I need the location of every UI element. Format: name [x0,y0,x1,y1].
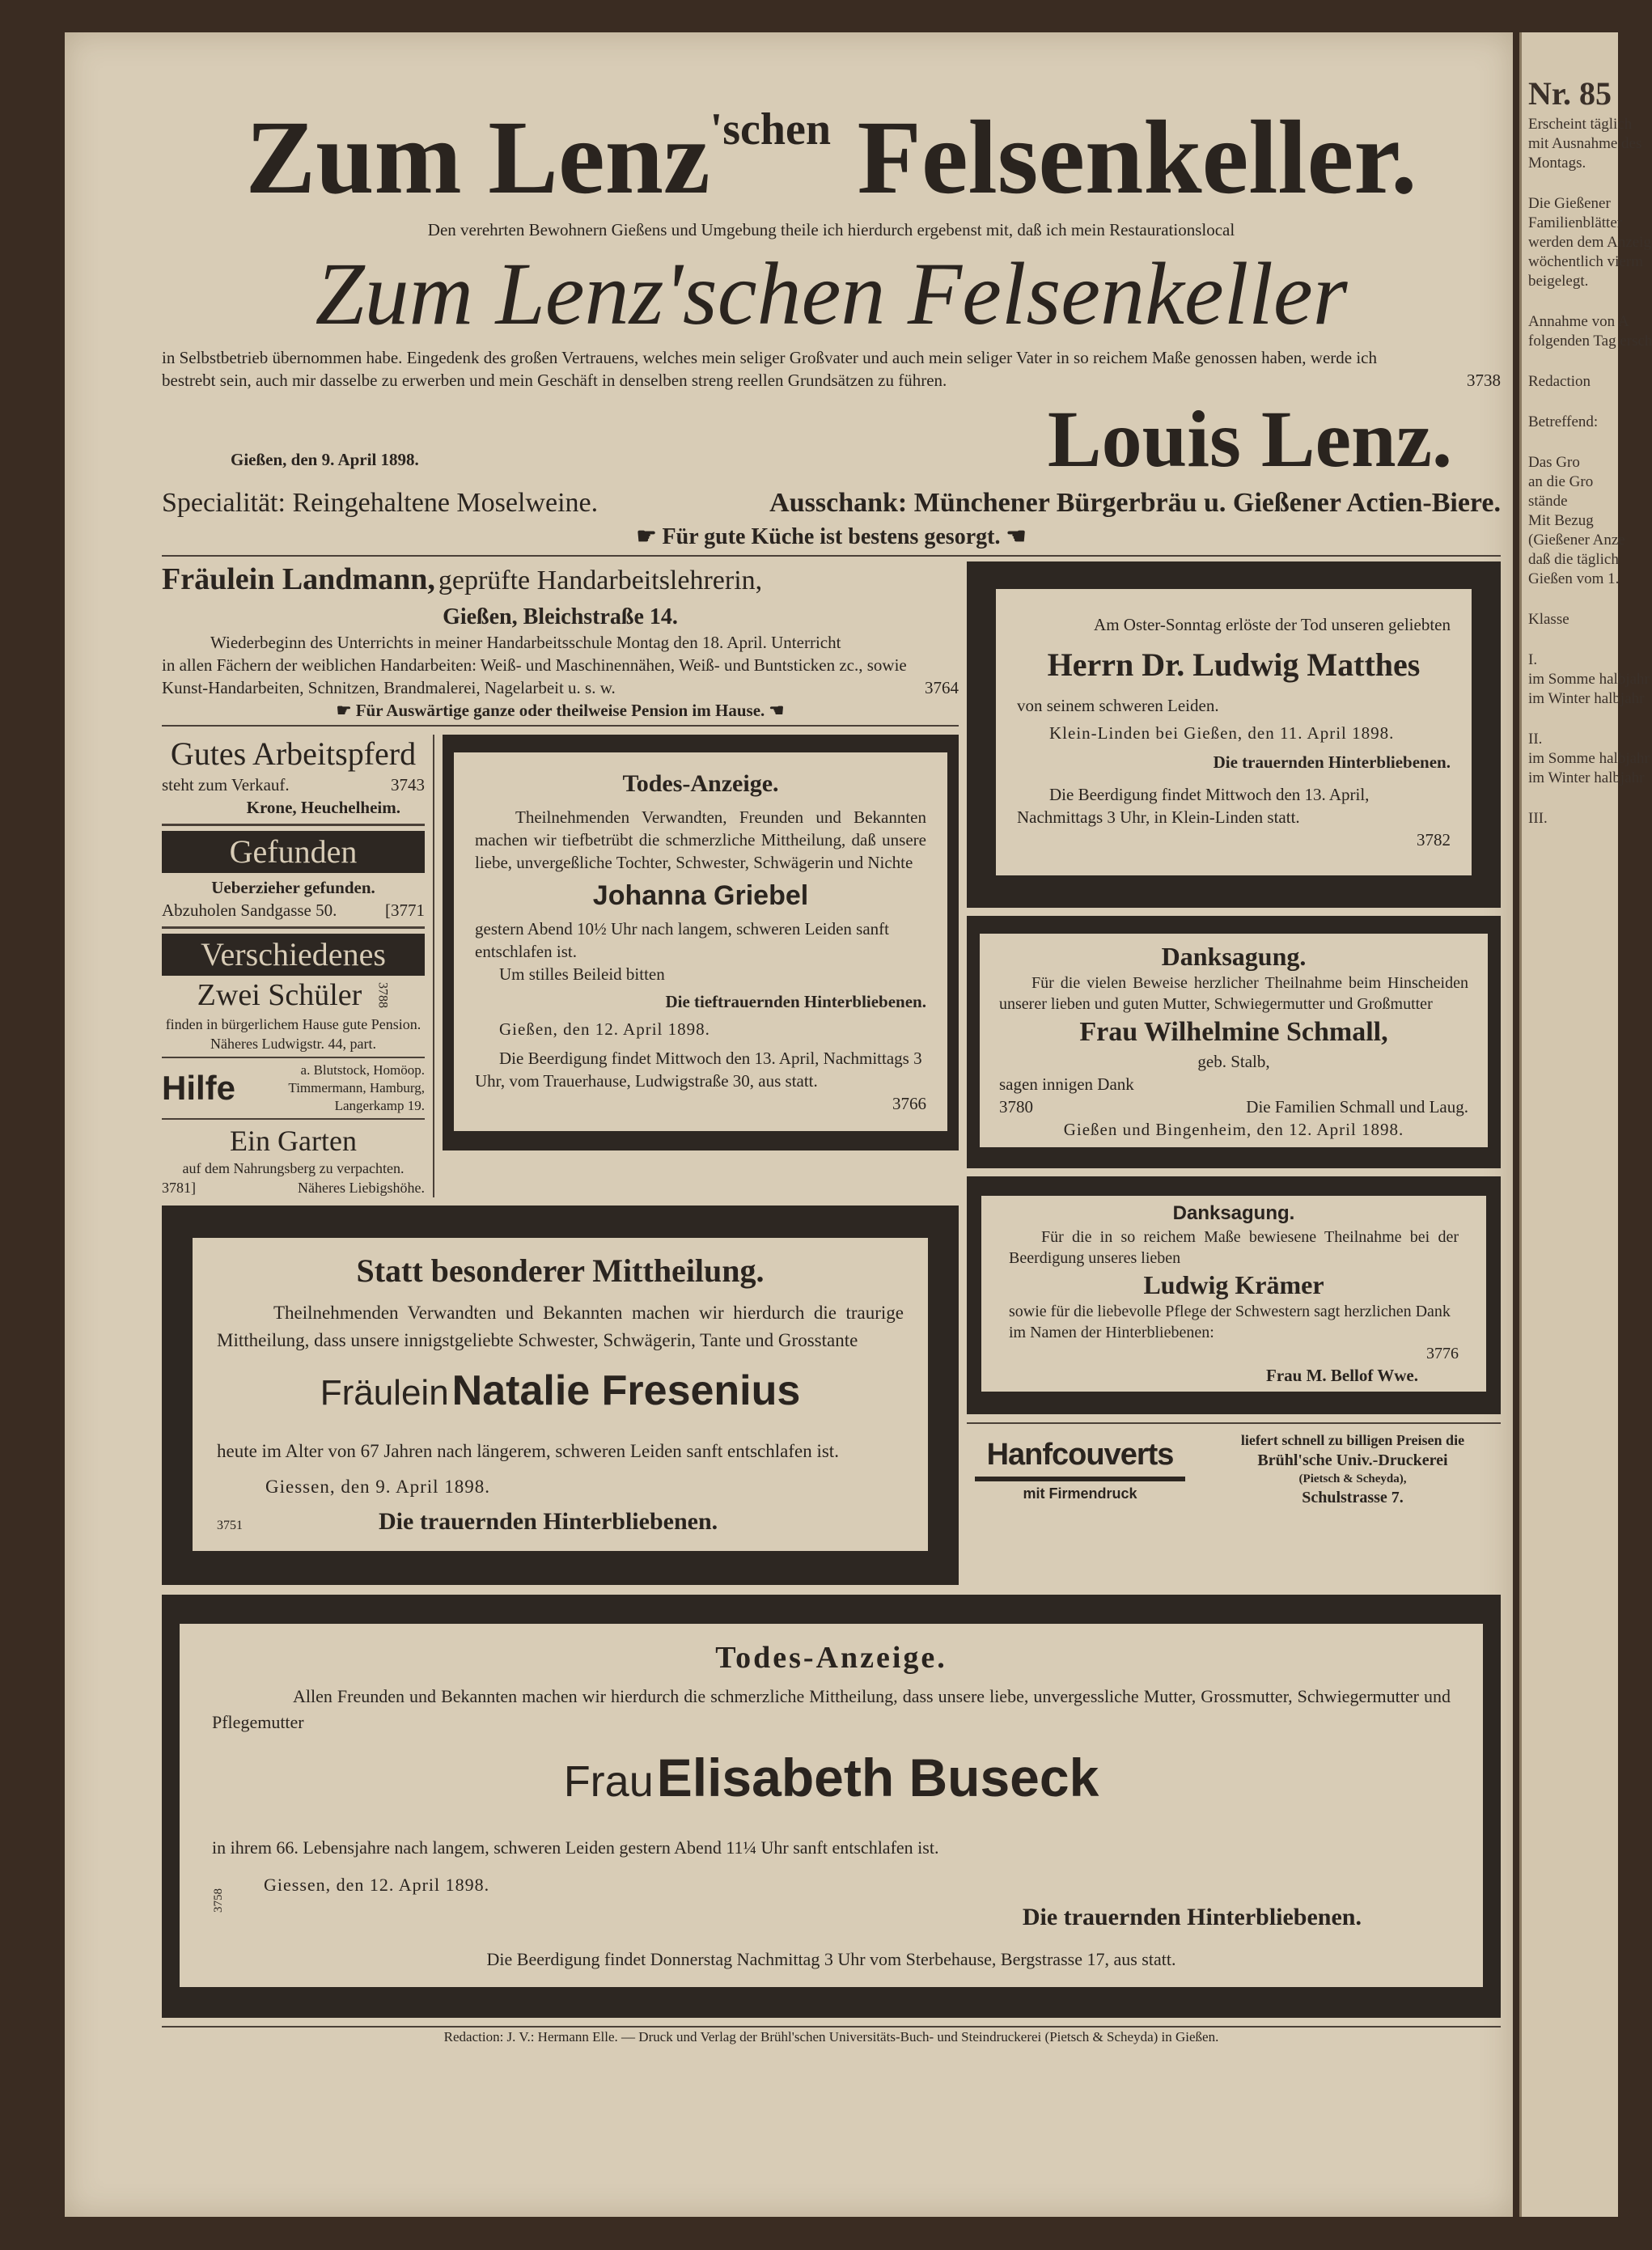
adjacent-page-line: daß die täglich [1528,551,1619,568]
adjacent-page-line: Mit Bezug [1528,512,1594,529]
found-pickup: Abzuholen Sandgasse 50. [162,900,337,920]
buseck-date: Giessen, den 12. April 1898. [264,1875,490,1895]
adjacent-page [1519,32,1652,2217]
adjacent-page-line: im Winter halbjahr [1528,690,1645,707]
ad-number: 3776 [1426,1345,1459,1362]
lenz-headline [162,97,1501,218]
kraemer-title: Danksagung. [1172,1202,1295,1224]
ad-number: 3781] [162,1180,196,1196]
found-text: Ueberzieher gefunden. [211,878,375,897]
schmall-name: Frau Wilhelmine Schmall, [1079,1017,1388,1047]
lenz-date: Gießen, den 9. April 1898. [231,450,419,469]
fresenius-text: heute im Alter von 67 Jahren nach längerem, schweren Leiden sanft entschlafen ist. [217,1441,839,1461]
buseck-name: Elisabeth Buseck [656,1748,1099,1807]
schmall-text: Für die vielen Beweise herzlicher Theilnahme beim Hinscheiden unserer lieben und guten Mutter, Schwiegermutter und Großmutter [999,974,1468,1013]
adjacent-page-line: mit Ausnahme des [1528,135,1642,152]
landmann-title: geprüfte Handarbeitslehrerin, [438,566,763,595]
help-text: a. Blutstock, Homöop. Timmermann, Hamburg, Langerkamp 19. [288,1062,425,1113]
ad-number: [3771 [385,900,425,920]
matthes-text: Am Oster-Sonntag erlöste der Tod unseren geliebten [1094,615,1451,634]
kraemer-text: sowie für die liebevolle Pflege der Schwestern sagt herzlichen Dank im Namen der Hinterbliebenen: [1009,1303,1451,1341]
matthes-mourners: Die trauernden Hinterbliebenen. [1213,752,1451,772]
matthes-date: Klein-Linden bei Gießen, den 11. April 1898. [1049,723,1395,743]
adjacent-page-line: stände [1528,493,1568,510]
matthes-notice [967,561,1501,908]
adjacent-page-line: (Gießener Anze [1528,532,1625,549]
matthes-funeral: Die Beerdigung findet Mittwoch den 13. April, Nachmittags 3 Uhr, in Klein-Linden statt. [1017,785,1370,827]
adjacent-page-line: wöchentlich vierm [1528,253,1643,270]
horse-title: Gutes Arbeitspferd [170,735,417,772]
griebel-date: Gießen, den 12. April 1898. [499,1019,710,1039]
adjacent-page-line: Annahme von A [1528,313,1629,330]
pupils-text: finden in bürgerlichem Hause gute Pension. [165,1016,421,1032]
ad-number: 3743 [391,775,425,794]
lenz-ad [162,32,1501,557]
buseck-text: in ihrem 66. Lebensjahre nach langem, schweren Leiden gestern Abend 11¼ Uhr sanft entschlafen ist. [212,1837,939,1858]
adjacent-page-line: im Somme halbjahr [1528,750,1650,767]
kraemer-text: Für die in so reichem Maße bewiesene Theilnahme bei der Beerdigung unseres lieben [1009,1228,1459,1267]
adjacent-page-line: Familienblätter [1528,214,1623,231]
matthes-text: von seinem schweren Leiden. [1017,696,1219,715]
headline-part: Zum Lenz [245,100,710,216]
column-rule [433,735,434,1197]
griebel-name: Johanna Griebel [592,880,809,911]
hanf-line: liefert schnell zu billigen Preisen die [1240,1432,1465,1448]
fresenius-notice [162,1206,959,1585]
adjacent-page-line: III. [1528,810,1548,827]
adjacent-page-line: Redaction [1528,373,1591,390]
griebel-condolence: Um stilles Beileid bitten [499,964,665,984]
pupils-title: Zwei Schüler [197,978,362,1012]
help-word: Hilfe [162,1069,236,1107]
hanf-line: Brühl'sche Univ.-Druckerei [1257,1451,1448,1469]
schmall-thanks: sagen innigen Dank [999,1074,1134,1094]
hanf-line: Schulstrasse 7. [1302,1489,1404,1506]
adjacent-page-lines [1528,115,1652,828]
griebel-funeral [475,1047,926,1092]
headline-part: Felsenkeller. [857,100,1417,216]
buseck-notice [162,1595,1501,2018]
hanf-line: (Pietsch & Scheyda), [1298,1472,1407,1485]
fresenius-mourners: Die trauernden Hinterbliebenen. [379,1508,718,1535]
buseck-prefix: Frau [563,1757,654,1806]
ad-number: 3758 [212,1888,225,1913]
small-ads-column [162,735,425,1197]
ad-number: 3766 [892,1094,926,1113]
ad-number: 3764 [925,678,959,697]
griebel-mourners: Die tieftrauernden Hinterbliebenen. [665,992,926,1011]
adjacent-page-line: Betreffend: [1528,413,1599,430]
matthes-name: Herrn Dr. Ludwig Matthes [1047,646,1421,683]
buseck-title: Todes-Anzeige. [715,1641,947,1675]
buseck-text: Allen Freunden und Bekannten machen wir hierdurch die schmerzliche Mittheilung, dass unsere liebe, unvergessliche Mutter, Grossmutter, Schwiegermutter und Pflegemutter [212,1686,1451,1732]
fresenius-name: Natalie Fresenius [451,1367,801,1414]
landmann-text: in allen Fächern der weiblichen Handarbeiten: Weiß- und Maschinennähen, Weiß- und Buntsticken zc., sowie [162,655,907,675]
adjacent-page-line: im Winter halbjahr [1528,769,1645,786]
footer-imprint: Redaction: J. V.: Hermann Elle. — Druck und Verlag der Brühl'schen Universitäts-Buch- und Steindruckerei (Pietsch & Scheyda) in Gießen. [443,2029,1219,2044]
buseck-funeral: Die Beerdigung findet Donnerstag Nachmittag 3 Uhr vom Sterbehause, Bergstrasse 17, aus statt. [486,1949,1176,1969]
kraemer-notice [967,1176,1501,1414]
griebel-title: Todes-Anzeige. [622,770,779,797]
hanf-sub: mit Firmendruck [1023,1485,1137,1502]
griebel-text: Theilnehmenden Verwandten, Freunden und Bekannten machen wir tiefbetrübt die schmerzliche Mittheilung, daß unsere liebe, unvergeßliche Tochter, Schwester, Schwägerin und Nichte [475,807,926,872]
found-header: Gefunden [162,831,425,873]
divider [162,725,959,727]
pupils-more: Näheres Ludwigstr. 44, part. [210,1036,376,1052]
schmall-title: Danksagung. [1161,942,1307,971]
adjacent-page-line: Das Gro [1528,454,1580,471]
kraemer-sign: Frau M. Bellof Wwe. [1266,1366,1418,1385]
headline-sup: 'schen [710,104,832,155]
kitchen-text: Für gute Küche ist bestens gesorgt. [662,524,1001,549]
schmall-notice [967,916,1501,1168]
hanf-ad [967,1422,1501,1508]
landmann-text: Kunst-Handarbeiten, Schnitzen, Brandmalerei, Nagelarbeit u. s. w. [162,678,616,697]
fresenius-title: Statt besonderer Mittheilung. [356,1252,765,1289]
lenz-body: bestrebt sein, auch mir dasselbe zu erwerben und mein Geschäft in denselben streng reellen Grundsätzen zu führen. [162,371,947,390]
schmall-families: Die Familien Schmall und Laug. [1246,1097,1468,1117]
issue-number: Nr. 85 [1528,75,1612,112]
adjacent-page-line: werden dem Anzeig [1528,234,1651,251]
misc-header: Verschiedenes [162,934,425,976]
garden-more: Näheres Liebigshöhe. [298,1180,425,1196]
ad-number: 3780 [999,1097,1033,1117]
adjacent-page-line: Klasse [1528,611,1569,628]
landmann-ad [162,561,959,727]
adjacent-page-line: Die Gießener [1528,195,1611,212]
lenz-signature: Louis Lenz. [1047,394,1452,484]
adjacent-page-line: folgenden Tag ersch [1528,333,1652,350]
griebel-notice [443,735,959,1150]
lenz-kitchen: ☛ Für gute Küche ist bestens gesorgt. ☚ [636,524,1027,549]
landmann-name: Fräulein Landmann, [162,562,435,596]
ad-number: 3751 [217,1519,243,1532]
lenz-fraktur-title: Zum Lenz'schen Felsenkeller [315,244,1348,343]
fresenius-date: Giessen, den 9. April 1898. [265,1477,491,1497]
landmann-pension: ☛ Für Auswärtige ganze oder theilweise Pension im Hause. ☚ [336,701,785,720]
schmall-date: Gießen und Bingenheim, den 12. April 1898. [1063,1120,1404,1139]
lenz-speciality: Specialität: Reingehaltene Moselweine. [162,488,599,518]
funeral-text: Die Beerdigung findet Mittwoch den 13. April, Nachmittags 3 Uhr, vom Trauerhause, Ludwigstraße 30, aus statt. [475,1049,922,1091]
page-content [162,32,1501,2047]
adjacent-page-line: Gießen vom 1. [1528,570,1620,587]
landmann-address: Gießen, Bleichstraße 14. [443,604,678,629]
landmann-text: Wiederbeginn des Unterrichts in meiner Handarbeitsschule Montag den 18. April. Unterricht [210,633,841,652]
lenz-body: in Selbstbetrieb übernommen habe. Eingedenk des großen Vertrauens, welches mein seliger Großvater und auch mein seliger Vater in so reichem Maße genossen haben, werde ich [162,348,1377,367]
garden-text: auf dem Nahrungsberg zu verpachten. [182,1160,405,1176]
adjacent-page-line: Erscheint täglich [1528,116,1633,133]
kraemer-name: Ludwig Krämer [1143,1270,1324,1299]
adjacent-page-line: I. [1528,651,1538,668]
fresenius-prefix: Fräulein [320,1373,449,1413]
adjacent-page-line: an die Gro [1528,473,1594,490]
buseck-mourners: Die trauernden Hinterbliebenen. [1022,1904,1362,1930]
divider [162,555,1501,557]
adjacent-page-line: im Somme halbjahr [1528,671,1650,688]
fresenius-text: Theilnehmenden Verwandten und Bekannten machen wir hierdurch die traurige Mittheilung, dass unsere innigstgeliebte Schwester, Schwägerin, Tante und Grosstante [217,1303,904,1350]
newspaper-page [65,32,1513,2217]
hanf-word: Hanfcouverts [986,1438,1174,1472]
adjacent-page-line: Montags. [1528,155,1586,172]
adjacent-page-line: beigelegt. [1528,273,1589,290]
garden-title: Ein Garten [230,1125,357,1157]
ad-number: 3782 [1417,830,1451,850]
lenz-intro: Den verehrten Bewohnern Gießens und Umgebung theile ich hierdurch ergebenst mit, daß ich mein Restaurationslocal [427,220,1235,239]
adjacent-page-line: II. [1528,731,1543,748]
griebel-text: gestern Abend 10½ Uhr nach langem, schweren Leiden sanft entschlafen ist. [475,919,889,961]
lenz-tap: Ausschank: Münchener Bürgerbräu u. Gießener Actien-Biere. [769,488,1501,518]
schmall-born: geb. Stalb, [1197,1052,1270,1071]
ad-number: 3738 [1467,371,1501,390]
pension-text: Für Auswärtige ganze oder theilweise Pension im Hause. [355,701,765,720]
ad-number: 3788 [375,982,390,1008]
horse-sign: Krone, Heuchelheim. [246,798,400,817]
horse-text: steht zum Verkauf. [162,775,290,794]
